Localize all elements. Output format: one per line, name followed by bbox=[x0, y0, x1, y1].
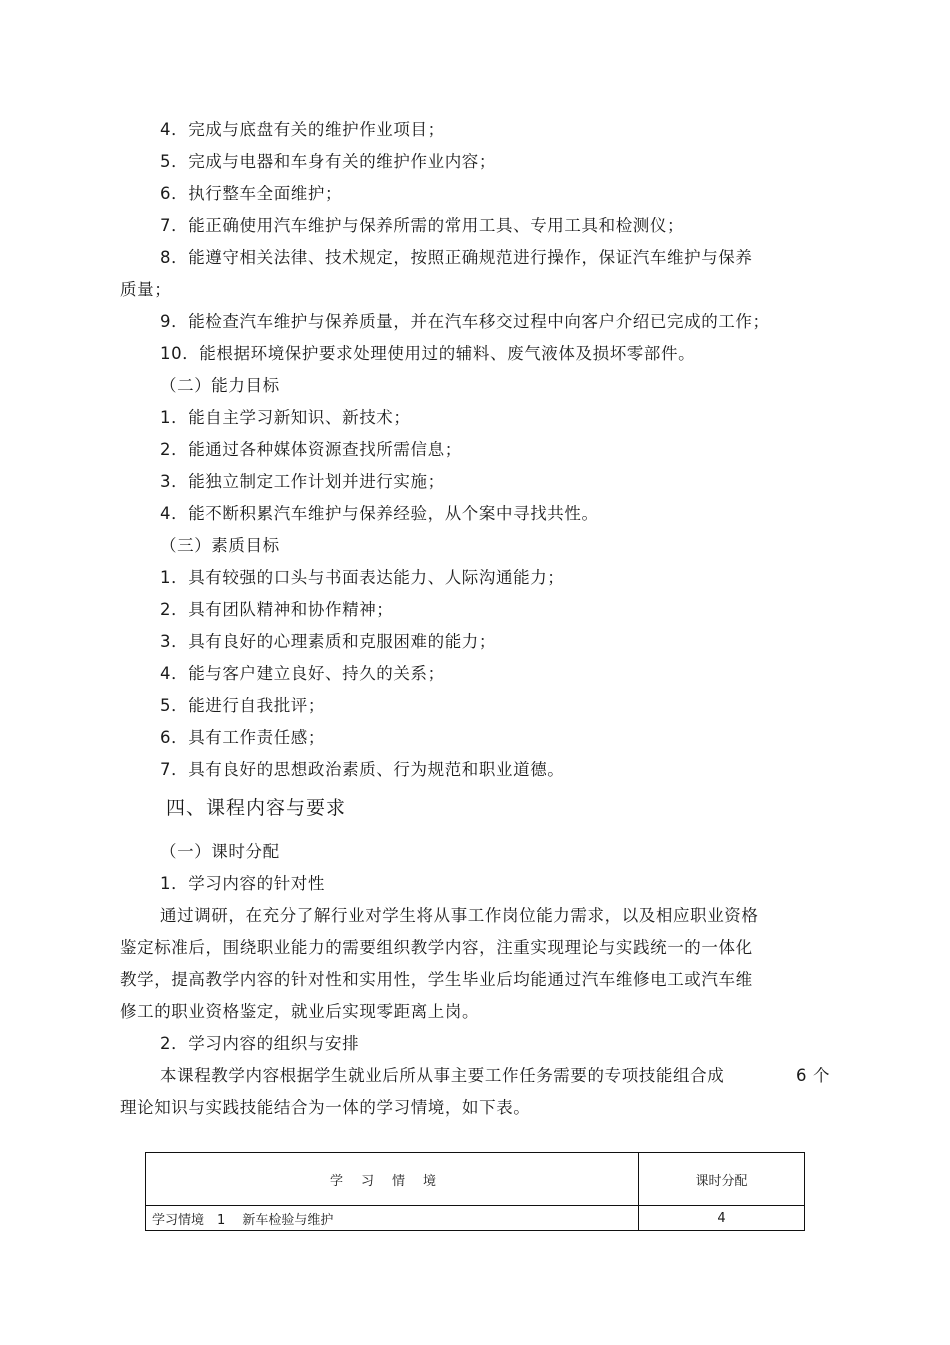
ability-item: 3．能独立制定工作计划并进行实施； bbox=[160, 472, 445, 491]
relevance-paragraph-line: 鉴定标准后，围绕职业能力的需要组织教学内容，注重实现理论与实践统一的一体化 bbox=[120, 938, 753, 957]
ability-heading: （二）能力目标 bbox=[160, 376, 280, 395]
section-heading: 四、课程内容与要求 bbox=[166, 797, 347, 819]
quality-item: 5．能进行自我批评； bbox=[160, 696, 325, 715]
knowledge-item: 6．执行整车全面维护； bbox=[160, 184, 343, 203]
knowledge-item-wrap: 质量； bbox=[120, 280, 172, 299]
organization-paragraph-text: 本课程教学内容根据学生就业后所从事主要工作任务需要的专项技能组合成 bbox=[160, 1066, 725, 1085]
table-header-situation: 学习情境 bbox=[146, 1153, 639, 1206]
knowledge-item: 9．能检查汽车维护与保养质量，并在汽车移交过程中向客户介绍已完成的工作； bbox=[160, 312, 770, 331]
organization-paragraph-line: 理论知识与实践技能结合为一体的学习情境，如下表。 bbox=[120, 1098, 531, 1117]
relevance-paragraph-line: 修工的职业资格鉴定，就业后实现零距离上岗。 bbox=[120, 1002, 480, 1021]
knowledge-item: 8．能遵守相关法律、技术规定，按照正确规范进行操作，保证汽车维护与保养 bbox=[160, 248, 753, 267]
quality-heading: （三）素质目标 bbox=[160, 536, 280, 555]
table-cell-hours: 4 bbox=[639, 1206, 805, 1231]
relevance-paragraph-line: 教学，提高教学内容的针对性和实用性，学生毕业后均能通过汽车维修电工或汽车维 bbox=[120, 970, 753, 989]
hours-heading: （一）课时分配 bbox=[160, 842, 280, 861]
ability-item: 1．能自主学习新知识、新技术； bbox=[160, 408, 411, 427]
table-cell-situation: 学习情境 1 新车检验与维护 bbox=[146, 1206, 639, 1231]
table-row bbox=[146, 1206, 805, 1231]
quality-item: 6．具有工作责任感； bbox=[160, 728, 325, 747]
organization-paragraph-line bbox=[160, 1066, 840, 1086]
knowledge-item: 7．能正确使用汽车维护与保养所需的常用工具、专用工具和检测仪； bbox=[160, 216, 685, 235]
table-header-hours: 课时分配 bbox=[639, 1153, 805, 1206]
quality-item: 4．能与客户建立良好、持久的关系； bbox=[160, 664, 445, 683]
knowledge-item: 4．完成与底盘有关的维护作业项目； bbox=[160, 120, 445, 139]
knowledge-item: 5．完成与电器和车身有关的维护作业内容； bbox=[160, 152, 496, 171]
quality-item: 1．具有较强的口头与书面表达能力、人际沟通能力； bbox=[160, 568, 565, 587]
ability-item: 2．能通过各种媒体资源查找所需信息； bbox=[160, 440, 462, 459]
quality-item: 7．具有良好的思想政治素质、行为规范和职业道德。 bbox=[160, 760, 565, 779]
curriculum-table bbox=[145, 1152, 805, 1231]
organization-paragraph-trailing: 6 个 bbox=[796, 1066, 831, 1085]
table-header-row bbox=[146, 1153, 805, 1206]
knowledge-item: 10．能根据环境保护要求处理使用过的辅料、废气液体及损坏零部件。 bbox=[160, 344, 696, 363]
ability-item: 4．能不断积累汽车维护与保养经验，从个案中寻找共性。 bbox=[160, 504, 599, 523]
quality-item: 3．具有良好的心理素质和克服困难的能力； bbox=[160, 632, 496, 651]
quality-item: 2．具有团队精神和协作精神； bbox=[160, 600, 394, 619]
relevance-heading: 1．学习内容的针对性 bbox=[160, 874, 325, 893]
relevance-paragraph-line: 通过调研，在充分了解行业对学生将从事工作岗位能力需求，以及相应职业资格 bbox=[160, 906, 759, 925]
organization-heading: 2．学习内容的组织与安排 bbox=[160, 1034, 360, 1053]
